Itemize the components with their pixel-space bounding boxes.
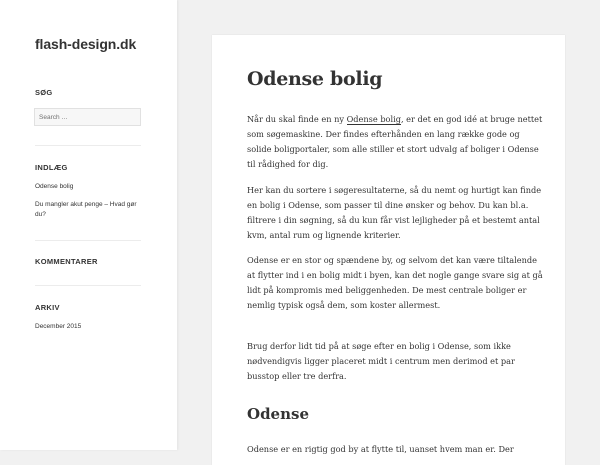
comments-widget-title: KOMMENTARER (35, 257, 98, 266)
archive-link-december-2015[interactable]: December 2015 (35, 323, 82, 330)
widget-divider (35, 285, 141, 286)
article-paragraph: Her kan du sortere i søgeresultaterne, så du nemt og hurtigt kan finde en bolig i Odense, som passer til dine ønsker og behov. Du kan bl.a. filtrere i din søgning, så du kun får vist lejligheder på et bestemt antal kvm, antal rum og lignende kriterier. (247, 185, 542, 240)
archive-widget-title: ARKIV (35, 303, 60, 312)
search-input[interactable] (34, 108, 141, 126)
article-paragraph (247, 112, 543, 172)
post-link-du-mangler-akut-penge[interactable]: Du mangler akut penge – Hvad gør du? (35, 201, 137, 218)
post-link-odense-bolig[interactable]: Odense bolig (35, 183, 74, 190)
article-paragraph: Odense er en rigtig god by at flytte til, uanset hvem man er. Der (247, 444, 514, 454)
sidebar (0, 0, 177, 450)
article-paragraph: Odense er en stor og spændene by, og selvom det kan være tiltalende at flytter ind i en bolig midt i byen, kan det nogle gange svare sig at gå lidt på kompromis med beliggenheden. De mest centrale boliger er nemlig typisk også dem, som koster allermest. (247, 255, 543, 310)
odense-bolig-link[interactable]: Odense bolig (346, 114, 401, 124)
site-title[interactable]: flash-design.dk (35, 36, 137, 52)
widget-divider (35, 145, 141, 146)
article-title: Odense bolig (247, 68, 383, 90)
article-card (212, 35, 565, 465)
article-paragraph: Brug derfor lidt tid på at søge efter en bolig i Odense, som ikke nødvendigvis ligger placeret midt i centrum men derimod et par busstop eller tre derfra. (247, 341, 515, 381)
posts-widget-title: INDLÆG (35, 163, 68, 172)
widget-divider (35, 240, 141, 241)
paragraph-text: Når du skal finde en ny (247, 114, 347, 124)
paragraph-text: , er det en god idé at bruge nettet som søgemaskine. Der findes efterhånden en lang række gode og solide boligportaler, som alle stiller et stort udvalg af boliger i Odense til rådighed for dig. (247, 114, 543, 169)
search-widget-title: SØG (35, 88, 53, 97)
article-subheading: Odense (247, 405, 309, 423)
